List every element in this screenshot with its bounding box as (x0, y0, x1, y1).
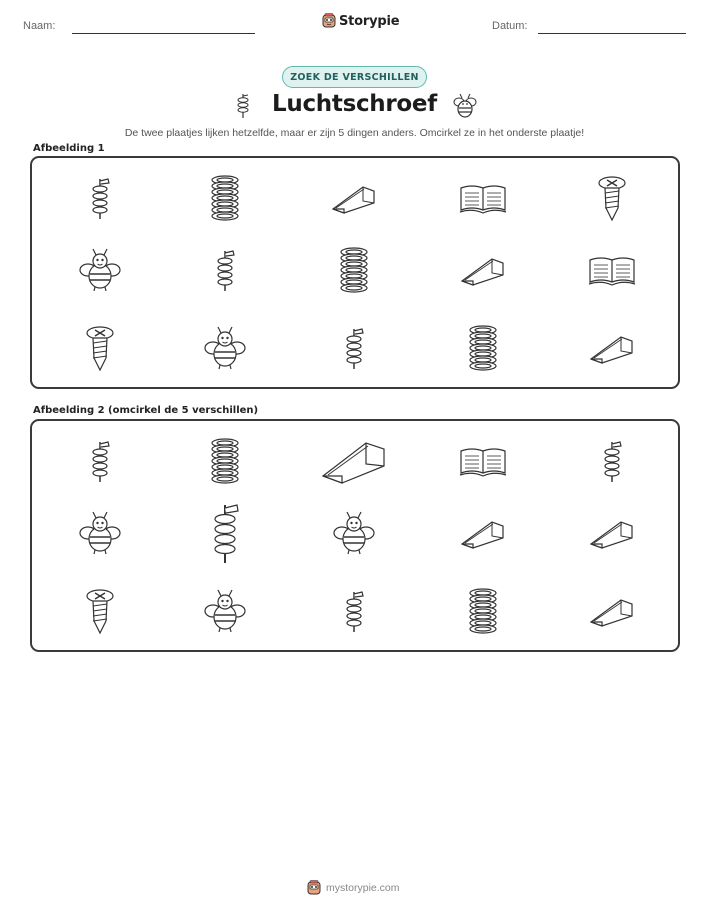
propeller-icon[interactable] (213, 247, 237, 297)
ramp-icon[interactable] (588, 516, 636, 554)
propeller-icon[interactable] (600, 438, 624, 488)
bee-icon[interactable] (332, 511, 376, 559)
ramp-icon[interactable] (320, 436, 388, 490)
spring-icon[interactable] (467, 324, 499, 376)
spring-icon[interactable] (338, 246, 370, 298)
footer (307, 880, 400, 896)
propeller-icon[interactable] (88, 175, 112, 225)
bee-icon (451, 92, 479, 124)
date-line[interactable] (538, 33, 686, 34)
ramp-icon[interactable] (588, 331, 636, 369)
storypie-mascot-icon (322, 13, 336, 29)
book-icon[interactable] (458, 443, 508, 483)
instructions: De twee plaatjes lijken hetzelfde, maar er zijn 5 dingen anders. Omcirkel ze in het onderste plaatje! (124, 127, 585, 139)
spring-icon[interactable] (467, 587, 499, 639)
ramp-icon[interactable] (459, 516, 507, 554)
picture-2-label: Afbeelding 2 (omcirkel de 5 verschillen) (33, 405, 259, 416)
bee-icon[interactable] (78, 511, 122, 559)
ramp-icon[interactable] (588, 594, 636, 632)
activity-badge: ZOEK DE VERSCHILLEN (282, 66, 427, 88)
brand-logo (322, 13, 399, 29)
book-icon[interactable] (458, 180, 508, 220)
screw-icon[interactable] (85, 587, 115, 639)
picture-1-label: Afbeelding 1 (33, 143, 105, 154)
date-label: Datum: (492, 20, 528, 32)
propeller-icon[interactable] (342, 588, 366, 638)
screw-icon[interactable] (597, 174, 627, 226)
screw-icon[interactable] (85, 324, 115, 376)
storypie-mascot-icon (307, 880, 321, 896)
name-line[interactable] (72, 33, 255, 34)
spring-icon[interactable] (209, 174, 241, 226)
spring-icon[interactable] (209, 437, 241, 489)
page-title: Luchtschroef (272, 91, 437, 117)
bee-icon[interactable] (203, 326, 247, 374)
footer-url: mystorypie.com (326, 882, 400, 894)
picture-2-panel (30, 419, 680, 652)
book-icon[interactable] (587, 252, 637, 292)
brand-name: Storypie (339, 13, 400, 29)
picture-1-panel (30, 156, 680, 389)
bee-icon[interactable] (78, 248, 122, 296)
bee-icon[interactable] (203, 589, 247, 637)
propeller-icon[interactable] (208, 501, 242, 569)
name-label: Naam: (23, 20, 56, 32)
propeller-icon[interactable] (342, 325, 366, 375)
ramp-icon[interactable] (330, 181, 378, 219)
ramp-icon[interactable] (459, 253, 507, 291)
propeller-icon[interactable] (88, 438, 112, 488)
